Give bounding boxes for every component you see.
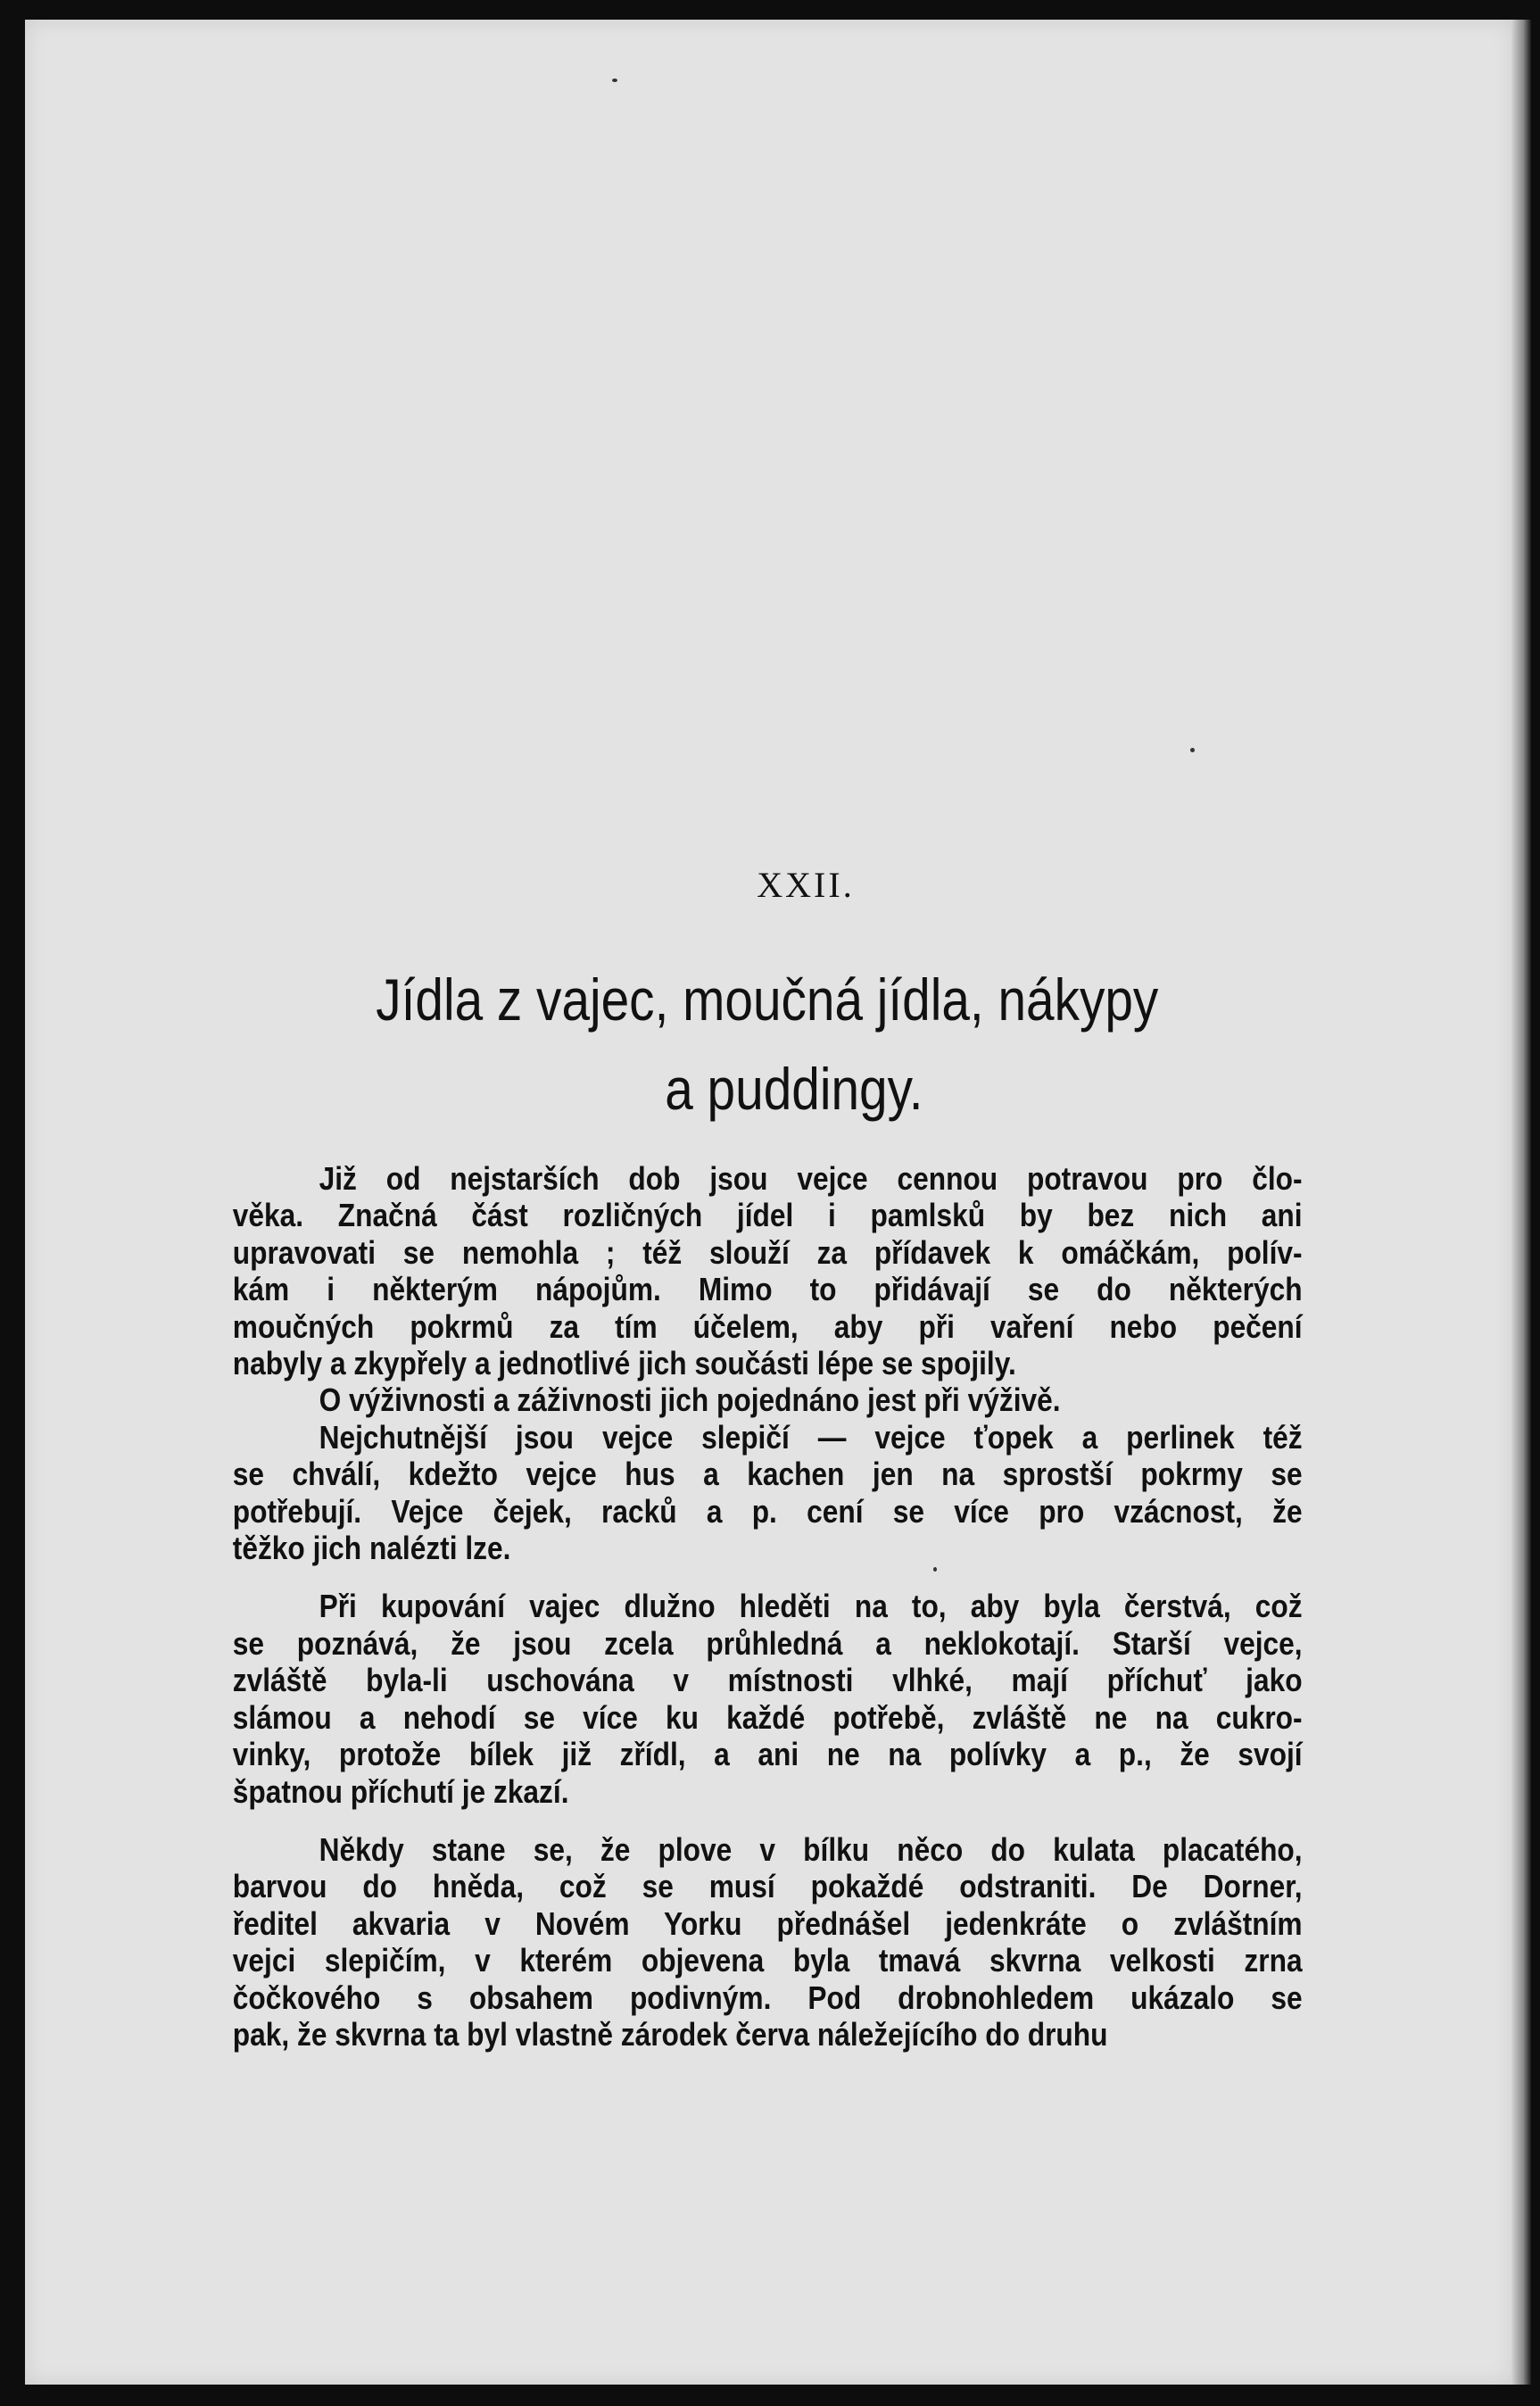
text-line: zvláště byla-li uschována v místnosti vlhké, mají příchuť jako [232,1662,1303,1699]
page-edge-shadow [1511,20,1531,2385]
text-line: se poznává, že jsou zcela průhledná a neklokotají. Starší vejce, [232,1624,1303,1662]
body-text [146,1160,1303,2053]
text-line: nabyly a zkypřely a jednotlivé jich součásti lépe se spojily. [232,1345,1016,1382]
text-line: vejci slepičím, v kterém objevena byla tmavá skvrna velkosti zrna [232,1942,1303,1979]
text-line: moučných pokrmů za tím účelem, aby při vaření nebo pečení [232,1307,1303,1345]
page-speck [1190,748,1195,752]
text-line: Někdy stane se, že plove v bílku něco do kulata placatého, [319,1830,1303,1868]
text-line: Již od nejstarších dob jsou vejce cennou potravou pro člo- [319,1160,1303,1197]
text-line: vinky, protože bílek již zřídl, a ani ne na polívky a p., že svojí [232,1736,1303,1773]
paragraph [146,1381,1303,1418]
text-line: Nejchutnější jsou vejce slepičí — vejce ťopek a perlinek též [319,1418,1303,1456]
text-line: Při kupování vajec dlužno hleděti na to, aby byla čerstvá, což [319,1588,1303,1625]
text-line: slámou a nehodí se více ku každé potřebě, zvláště ne na cukro- [232,1698,1303,1736]
text-line: těžko jich nalézti lze. [232,1530,511,1567]
text-line: upravovati se nemohla ; též slouží za přídavek k omáčkám, polív- [232,1233,1303,1271]
text-line: kám i některým nápojům. Mimo to přidávají se do některých [232,1271,1303,1308]
chapter-title-line-1: Jídla z vajec, moučná jídla, nákypy [376,967,1159,1033]
text-line: věka. Značná část rozličných jídel i pamlsků by bez nich ani [232,1197,1303,1234]
paragraph [146,1160,1303,1381]
paragraph [146,1588,1303,1809]
text-line: čočkového s obsahem podivným. Pod drobnohledem ukázalo se [232,1979,1303,2016]
chapter-number: XXII. [757,865,855,905]
chapter-title [105,955,1429,1133]
text-line: potřebují. Vejce čejek, racků a p. cení se více pro vzácnost, že [232,1492,1303,1530]
text-line: se chválí, kdežto vejce hus a kachen jen na sprostší pokrmy se [232,1456,1303,1493]
text-line: ředitel akvaria v Novém Yorku přednášel jedenkráte o zvláštním [232,1904,1303,1942]
text-line: špatnou příchutí je zkazí. [232,1772,569,1810]
text-line: pak, že skvrna ta byl vlastně zárodek červa náležejícího do druhu [232,2015,1108,2053]
paragraph [146,1419,1303,1567]
page-speck [612,79,617,82]
paragraph [146,1831,1303,2053]
text-line: barvou do hněda, což se musí pokaždé odstraniti. De Dorner, [232,1868,1303,1905]
text-line: O výživnosti a záživnosti jich pojednáno jest při výživě. [319,1381,1061,1419]
chapter-title-line-2: a puddingy. [665,1056,923,1122]
